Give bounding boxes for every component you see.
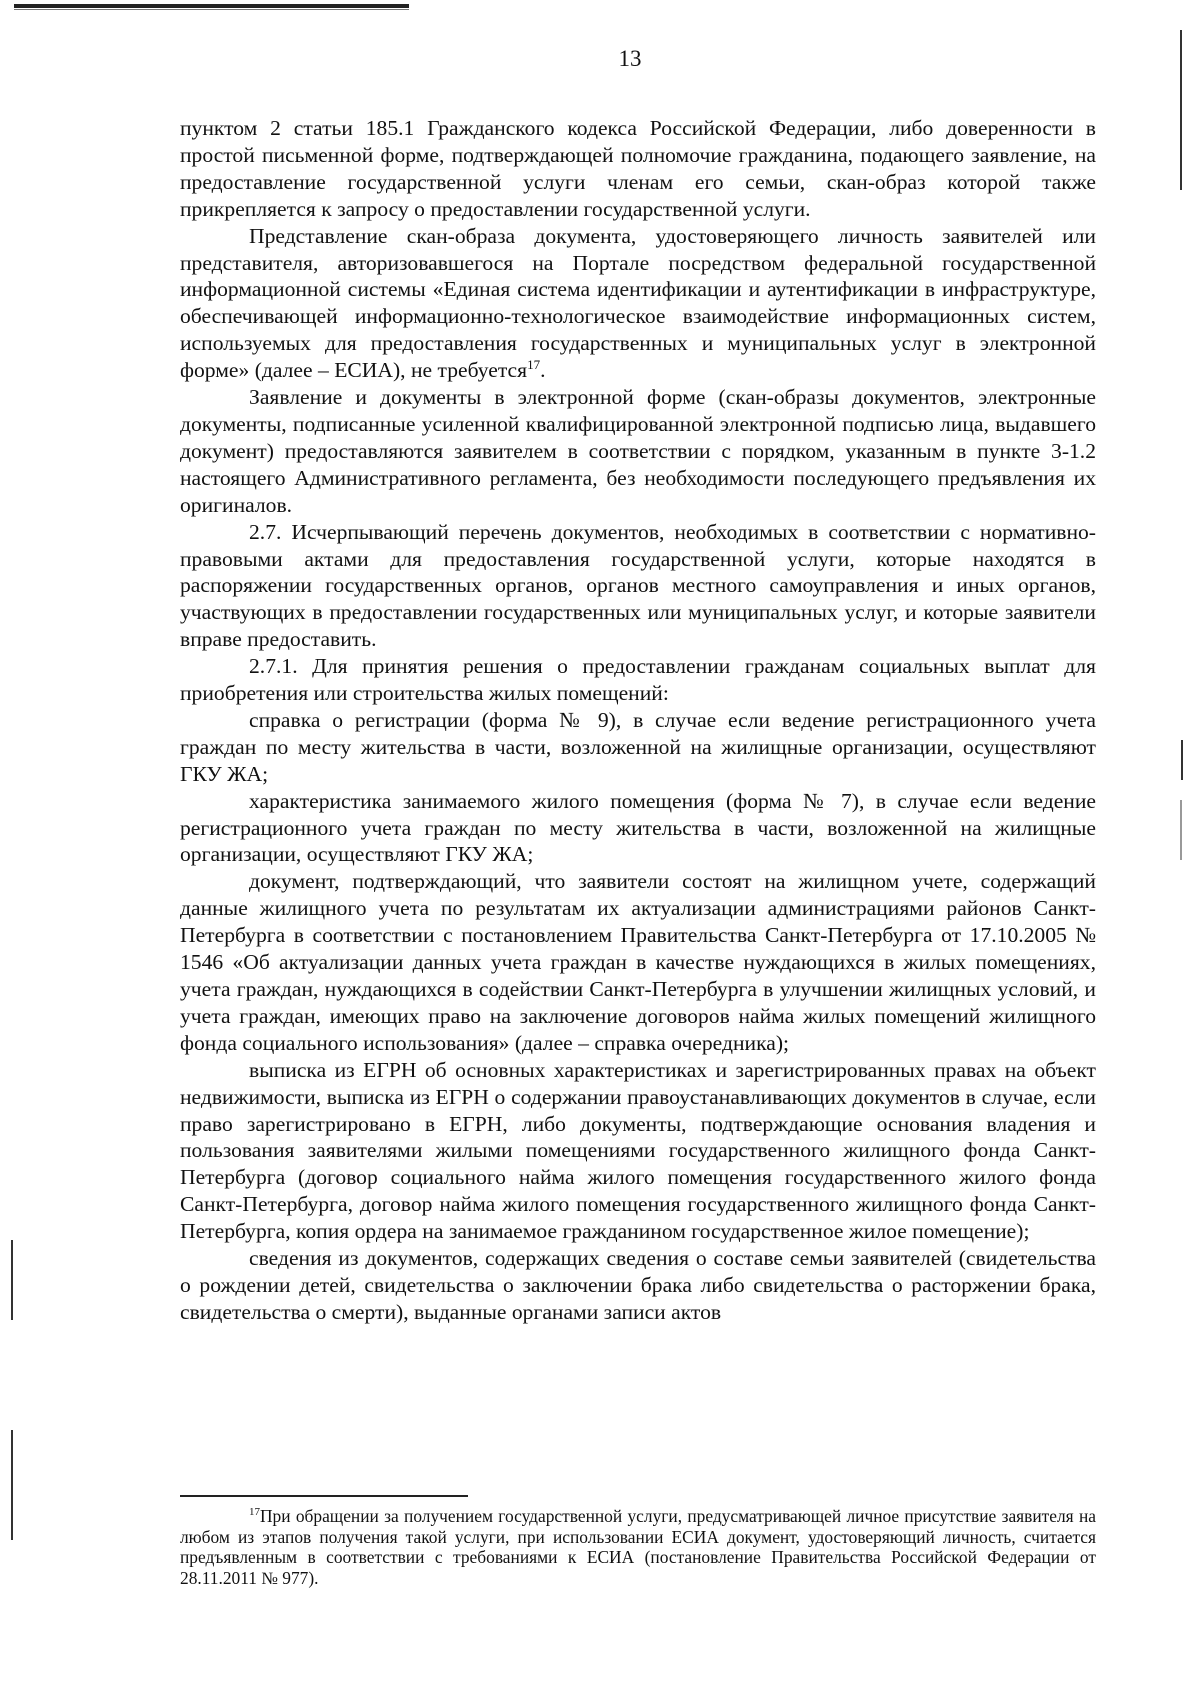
paragraph: Заявление и документы в электронной форме (скан-образы документов, электронные документы, подписанные усиленной квалифицированной электронной подписью лица, выдавшего документ) предоставляются заявителем в соответствии с порядком, указанным в пункте 3-1.2 настоящего Административного регламента, без необходимости последующего предъявления их оригиналов. bbox=[180, 385, 1096, 517]
section-heading-paragraph: 2.7. Исчерпывающий перечень документов, необходимых в соответствии с нормативно-правовыми актами для предоставления государственной услуги, которые находятся в распоряжении государственных органов, органов местного самоуправления и иных органов, участвующих в предоставлении государственных или муниципальных услуг, и которые заявители вправе предоставить. bbox=[180, 519, 1096, 652]
footnote-text: При обращении за получением государственной услуги, предусматривающей личное присутствие заявителя на любом из этапов получения такой услуги, при использовании ЕСИА документ, удостоверяющий личность, считается предъявленным в соответствии с требованиями к ЕСИА (постановление Правительства Российской Федерации от 28.11.2011 № 977). bbox=[180, 1506, 1096, 1588]
footnote-paragraph bbox=[180, 1506, 1096, 1588]
list-item-paragraph: сведения из документов, содержащих сведения о составе семьи заявителей (свидетельства о рождении детей, свидетельства о заключении брака либо свидетельства о расторжении брака, свидетельства о смерти), выданные органами записи актов bbox=[180, 1246, 1096, 1324]
subsection-paragraph: 2.7.1. Для принятия решения о предоставлении гражданам социальных выплат для приобретения или строительства жилых помещений: bbox=[180, 654, 1096, 706]
paragraph-with-footnote-ref bbox=[180, 223, 1096, 384]
scan-edge-mark-left-bottom bbox=[11, 1430, 13, 1540]
footnote-number: 17 bbox=[249, 1506, 260, 1519]
footnote bbox=[180, 1506, 1096, 1588]
scan-top-rule bbox=[14, 4, 409, 8]
document-body bbox=[180, 115, 1096, 1326]
list-item-paragraph: характеристика занимаемого жилого помещения (форма № 7), в случае если ведение регистрационного учета граждан по месту жительства в части, возложенной на жилищные организации, осуществляют ГКУ ЖА; bbox=[180, 788, 1096, 867]
scan-top-rule-thin bbox=[14, 9, 409, 10]
paragraph-end-punctuation: . bbox=[540, 358, 546, 383]
paragraph-text: Представление скан-образа документа, удостоверяющего личность заявителей или представителя, авторизовавшегося на Портале посредством федеральной государственной информационной системы «Единая система идентификации и аутентификации в инфраструктуре, обеспечивающей информационно-технологическое взаимодействие информационных систем, используемых для предоставления государственных и муниципальных услуг в электронной форме» (далее – ЕСИА), не требуется bbox=[180, 223, 1096, 383]
list-item-paragraph: документ, подтверждающий, что заявители состоят на жилищном учете, содержащий данные жилищного учета по результатам их актуализации администрациями районов Санкт-Петербурга в соответствии с постановлением Правительства Санкт-Петербурга от 17.10.2005 № 1546 «Об актуализации данных учета граждан в качестве нуждающихся в жилых помещениях, учета граждан, нуждающихся в содействии Санкт-Петербурга в улучшении жилищных условий, и учета граждан, имеющих право на заключение договоров найма жилых помещений жилищного фонда социального использования» (далее – справка очередника); bbox=[180, 869, 1096, 1055]
list-item-paragraph: справка о регистрации (форма № 9), в случае если ведение регистрационного учета граждан по месту жительства в части, возложенной на жилищные организации, осуществляют ГКУ ЖА; bbox=[180, 707, 1096, 786]
footnote-separator bbox=[180, 1495, 468, 1497]
paragraph: пунктом 2 статьи 185.1 Гражданского кодекса Российской Федерации, либо доверенности в простой письменной форме, подтверждающей полномочие гражданина, подающего заявление, на предоставление государственной услуги членам его семьи, скан-образ которой также прикрепляется к запросу о предоставлении государственной услуги. bbox=[180, 116, 1096, 221]
page-number: 13 bbox=[618, 46, 642, 71]
list-item-paragraph: выписка из ЕГРН об основных характеристиках и зарегистрированных правах на объект недвижимости, выписка из ЕГРН о содержании правоустанавливающих документов в случае, если право зарегистрировано в ЕГРН, либо документы, подтверждающие основания владения и пользования заявителями жилыми помещениями государственного жилищного фонда Санкт-Петербурга (договор социального найма жилого помещения государственного жилого фонда Санкт-Петербурга, договор найма жилого помещения государственного жилищного фонда Санкт-Петербурга, копия ордера на занимаемое гражданином государственное жилое помещение); bbox=[180, 1057, 1096, 1244]
footnote-reference[interactable]: 17 bbox=[527, 356, 541, 372]
scan-edge-mark-left-low bbox=[11, 1240, 13, 1320]
scan-edge-mark-right-mid bbox=[1181, 740, 1183, 780]
scan-edge-mark-right-low bbox=[1180, 800, 1182, 860]
